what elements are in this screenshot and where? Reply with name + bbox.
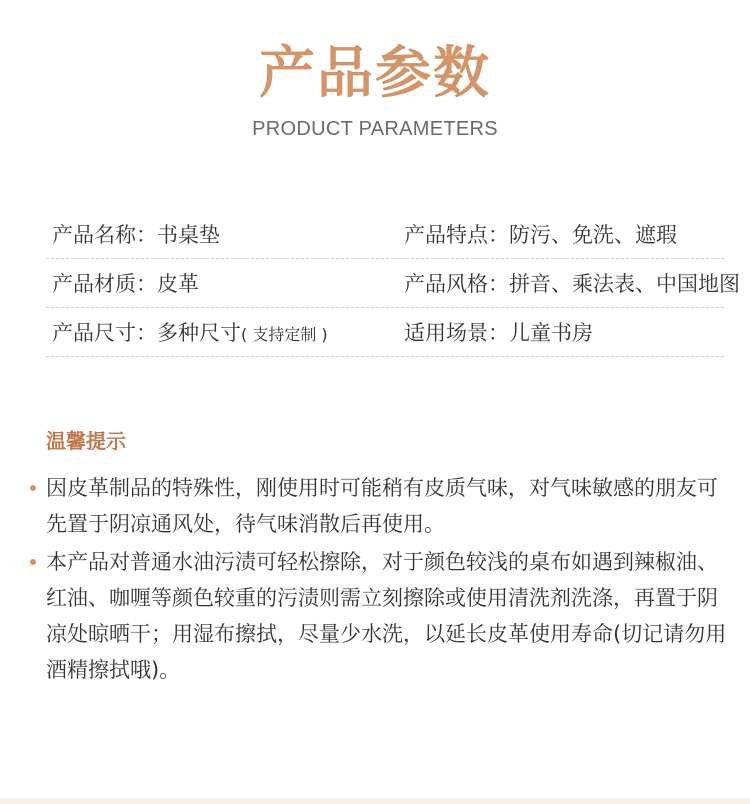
param-text: 适用场景：儿童书房 xyxy=(404,321,593,345)
list-item xyxy=(28,544,728,688)
param-product-style xyxy=(404,269,740,299)
tips-list xyxy=(28,470,728,690)
parameter-row xyxy=(46,261,740,308)
tips-heading: 温馨提示 xyxy=(46,429,126,453)
param-product-material xyxy=(52,269,199,299)
param-product-features xyxy=(404,220,677,250)
param-usage-scene xyxy=(404,318,593,348)
param-note: ( 支持定制 ) xyxy=(241,325,328,344)
parameter-row xyxy=(46,212,724,259)
tip-text: 本产品对普通水油污渍可轻松擦除，对于颜色较浅的桌布如遇到辣椒油、红油、咖喱等颜色较重的污渍则需立刻擦除或使用清洗剂洗涤，再置于阴凉处晾晒干；用湿布擦拭，尽量少水洗，以延长皮革使用寿命(切记请勿用酒精擦拭哦)。 xyxy=(46,550,727,682)
bullet-dot-icon xyxy=(30,485,36,491)
page-subtitle: PRODUCT PARAMETERS xyxy=(252,118,498,140)
param-text: 产品尺寸：多种尺寸 xyxy=(52,321,241,345)
page-title: 产品参数 xyxy=(259,41,491,106)
param-text: 产品材质：皮革 xyxy=(52,272,199,296)
bottom-band xyxy=(0,798,750,804)
list-item xyxy=(28,470,728,542)
param-product-name xyxy=(52,220,220,250)
parameter-row xyxy=(46,310,724,357)
param-text: 产品名称：书桌垫 xyxy=(52,223,220,247)
param-text: 产品特点：防污、免洗、遮瑕 xyxy=(404,223,677,247)
tip-text: 因皮革制品的特殊性，刚使用时可能稍有皮质气味，对气味敏感的朋友可先置于阴凉通风处，待气味消散后再使用。 xyxy=(46,476,718,536)
param-text: 产品风格：拼音、乘法表、中国地图 xyxy=(404,272,740,296)
parameters-table xyxy=(46,212,740,359)
bullet-dot-icon xyxy=(30,559,36,565)
param-product-size xyxy=(52,318,328,350)
